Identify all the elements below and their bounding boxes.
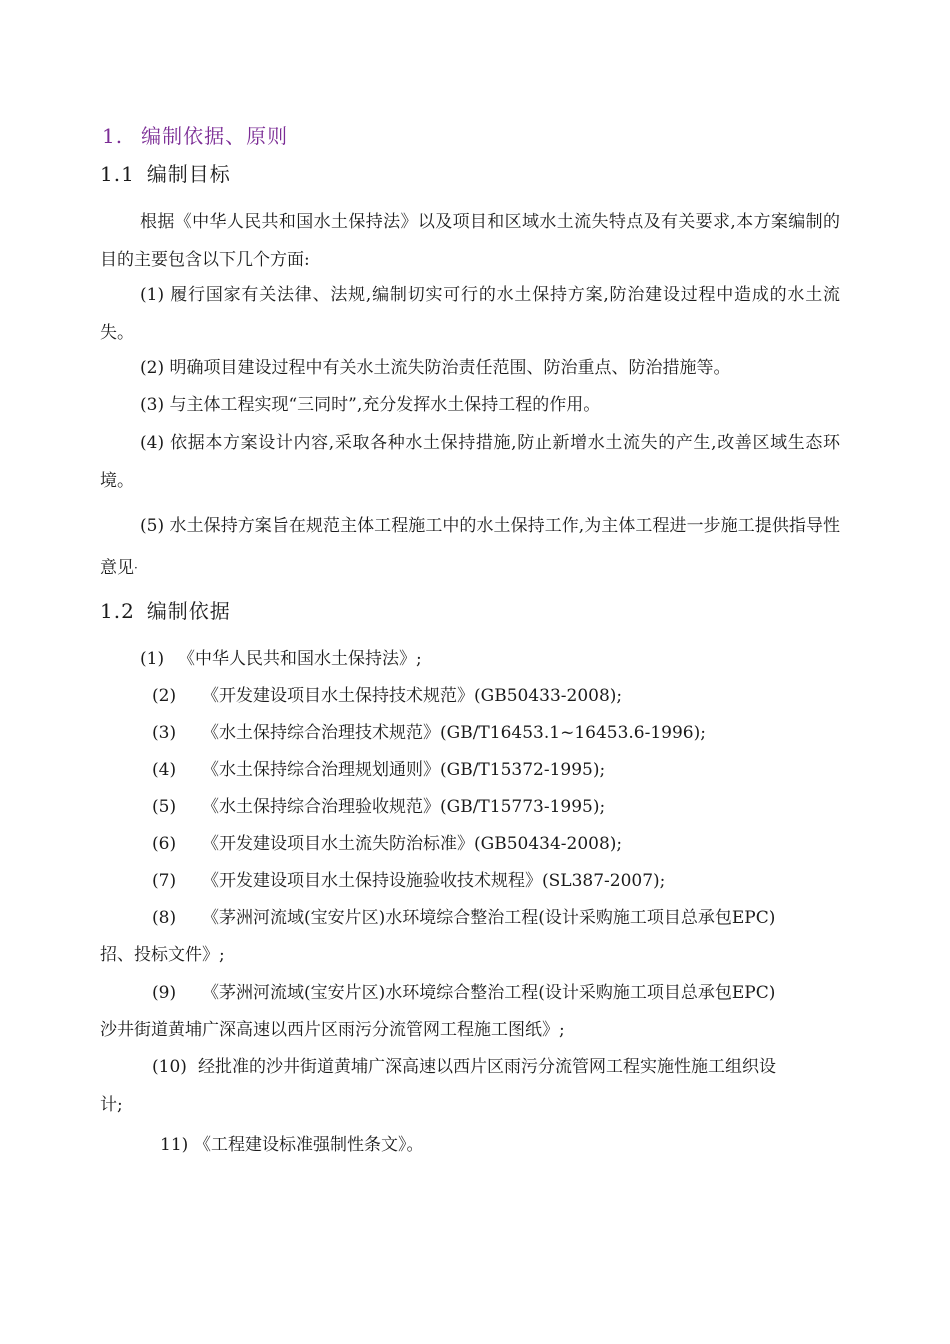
intro-paragraph: 根据《中华人民共和国水土保持法》以及项目和区域水土流失特点及有关要求,本方案编制的目的主要包含以下几个方面:	[100, 212, 840, 270]
reference-item-9-line-1	[152, 978, 775, 1003]
reference-item-3	[152, 718, 706, 743]
reference-text: 《茅洲河流域(宝安片区)水环境综合整治工程(设计采购施工项目总承包EPC)	[202, 908, 776, 928]
section-heading-1	[102, 120, 288, 149]
reference-text: 《开发建设项目水土流失防治标准》(GB50434-2008);	[202, 834, 623, 854]
reference-text: 《水土保持综合治理技术规范》(GB/T16453.1~16453.6-1996);	[202, 723, 706, 743]
section-title: 编制目标	[146, 162, 231, 186]
reference-text: 《茅洲河流域(宝安片区)水环境综合整治工程(设计采购施工项目总承包EPC)	[202, 983, 776, 1003]
reference-number: (9)	[152, 983, 177, 1003]
reference-number: (5)	[152, 797, 177, 817]
reference-item-10-line-2: 计;	[100, 1095, 123, 1115]
reference-item-8-line-2: 招、投标文件》;	[100, 945, 225, 965]
objective-item-3: (3) 与主体工程实现“三同时”,充分发挥水土保持工程的作用。	[140, 395, 601, 415]
section-number: 1.1	[100, 162, 135, 186]
reference-text: 经批准的沙井街道黄埔广深高速以西片区雨污分流管网工程实施性施工组织设	[198, 1057, 776, 1077]
reference-number: (8)	[152, 908, 177, 928]
reference-number: (7)	[152, 871, 177, 891]
reference-item-5	[152, 792, 605, 817]
objective-item-4: (4) 依据本方案设计内容,采取各种水土保持措施,防止新增水土流失的产生,改善区域生态环境。	[100, 433, 840, 491]
reference-item-6	[152, 829, 622, 854]
reference-text: 《中华人民共和国水土保持法》;	[178, 649, 422, 669]
reference-number: (6)	[152, 834, 177, 854]
objective-item-5-mark: ·	[134, 561, 138, 575]
reference-item-11	[160, 1130, 424, 1155]
section-number: 1.	[102, 124, 124, 148]
reference-number: (3)	[152, 723, 177, 743]
reference-text: 《水土保持综合治理规划通则》(GB/T15372-1995);	[202, 760, 606, 780]
objective-item-2: (2) 明确项目建设过程中有关水土流失防治责任范围、防治重点、防治措施等。	[140, 358, 731, 378]
reference-item-7	[152, 866, 665, 891]
objective-item-1: (1) 履行国家有关法律、法规,编制切实可行的水土保持方案,防治建设过程中造成的水土流失。	[100, 285, 840, 343]
section-heading-1-2	[100, 595, 231, 624]
reference-number: 11)	[160, 1135, 189, 1155]
objective-item-5-text: (5) 水土保持方案旨在规范主体工程施工中的水土保持工作,为主体工程进一步施工提供指导性意见	[100, 516, 840, 578]
reference-item-1	[140, 644, 422, 669]
reference-item-10-line-1	[152, 1052, 776, 1077]
section-title: 编制依据	[146, 599, 231, 623]
reference-text: 《开发建设项目水土保持技术规范》(GB50433-2008);	[202, 686, 623, 706]
reference-number: (4)	[152, 760, 177, 780]
section-title: 编制依据、原则	[141, 124, 289, 148]
reference-item-2	[152, 681, 622, 706]
reference-item-8-line-1	[152, 903, 775, 928]
reference-number: (2)	[152, 686, 177, 706]
reference-number: (10)	[152, 1057, 187, 1077]
reference-number: (1)	[140, 649, 165, 669]
reference-text: 《开发建设项目水土保持设施验收技术规程》(SL387-2007);	[202, 871, 666, 891]
section-heading-1-1	[100, 158, 231, 187]
section-number: 1.2	[100, 599, 135, 623]
objective-item-5	[100, 505, 840, 589]
reference-item-4	[152, 755, 605, 780]
reference-item-9-line-2: 沙井街道黄埔广深高速以西片区雨污分流管网工程施工图纸》;	[100, 1020, 565, 1040]
reference-text: 《工程建设标准强制性条文》。	[194, 1135, 424, 1155]
reference-text: 《水土保持综合治理验收规范》(GB/T15773-1995);	[202, 797, 606, 817]
